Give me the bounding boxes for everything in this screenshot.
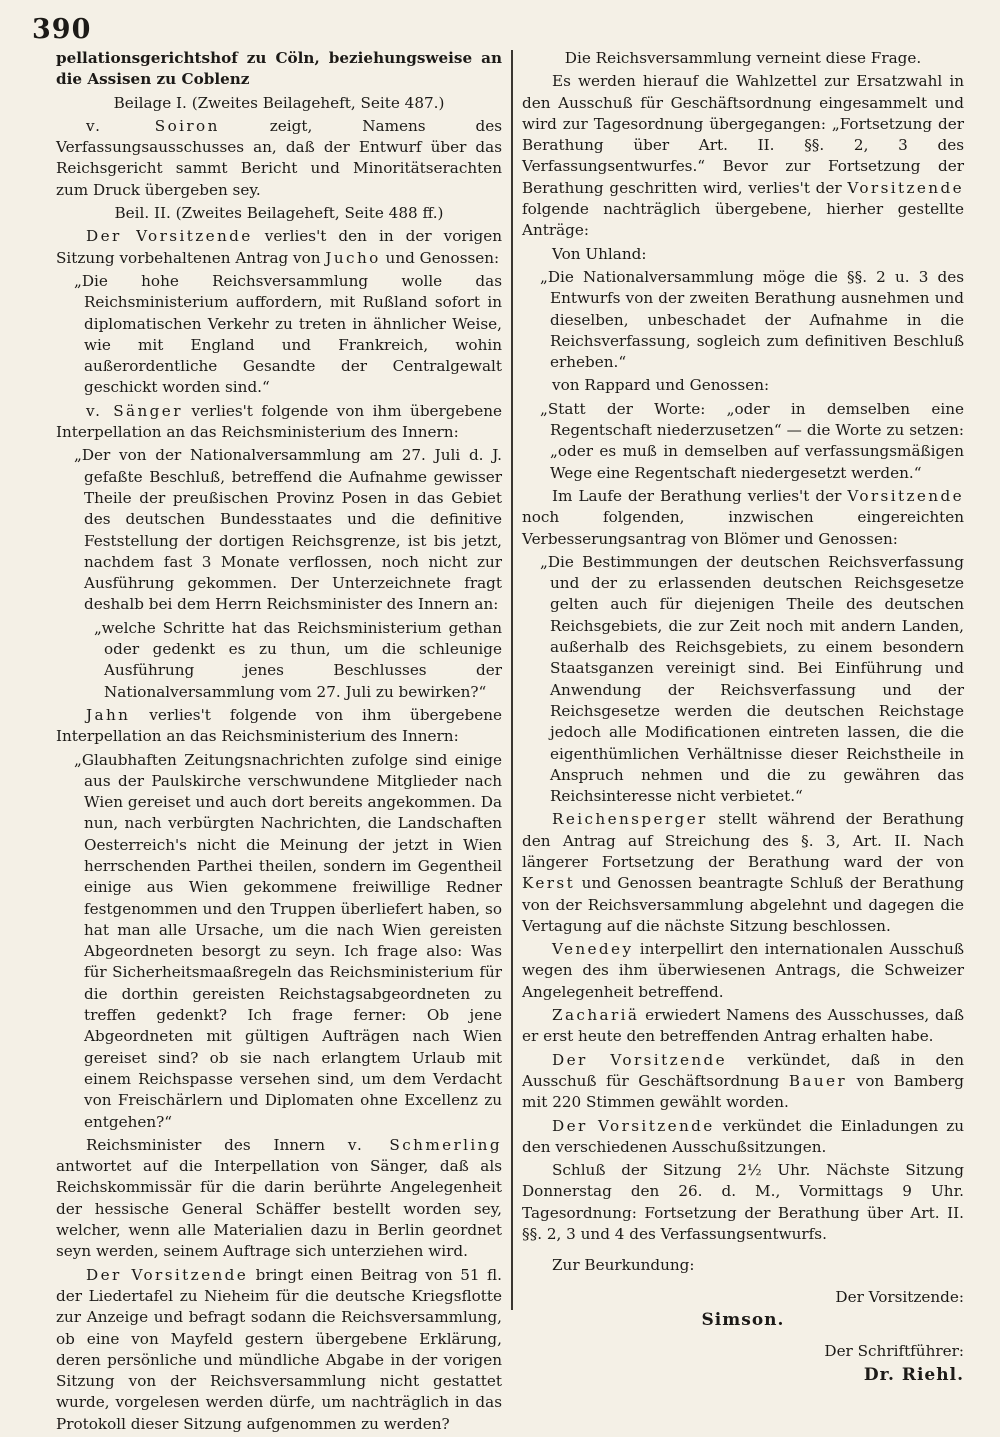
paragraph-text: verlies't folgende von ihm übergebene Interpellation an das Reichsministerium des Innern: [56,705,502,746]
paragraph-text: folgende nachträglich übergebene, hierher gestellte Anträge: [522,200,964,240]
paragraph-text: noch folgenden, inzwischen eingereichten Verbesserungsantrag von Blömer und Genossen: [522,508,964,548]
paragraph-vorsitzende-4 [522,1050,964,1114]
person-name: Jucho [325,248,381,267]
paragraph-text: verlies't folgende von ihm übergebene Interpellation an das Reichsministerium des Innern: [56,401,502,442]
interpellation-quote-saenger: „Der von der Nationalversammlung am 27. Juli d. J. gefaßte Beschluß, betreffend die Aufnahme gewisser Theile der preußischen Provinz Posen in das Gebiet des deutschen Bundesstaates und die definitive Feststellung der dortigen Reichsgrenze, ist bis jetzt, nachdem fast 3 Monate verflossen, noch nicht zur Ausführung gekommen. Der Unterzeichnete fragt deshalb bei dem Herrn Reichsminister des Innern an: [74,446,502,614]
speaker-name: Reichensperger [552,810,708,829]
paragraph-text: interpellirt den internationalen Ausschuß wegen des ihm überwiesenen Antrags, die Schweizer Angelegenheit betreffend. [522,940,964,1001]
speaker-name: Vorsitzende [847,486,964,505]
paragraph-text: verlies't den in der vorigen Sitzung vorbehaltenen Antrag von [56,227,503,267]
paragraph-continuation: pellationsgerichtshof zu Cöln, beziehungsweise an die Assisen zu Coblenz [56,49,502,89]
paragraph-text: verkündet die Einladungen zu den verschiedenen Ausschußsitzungen. [522,1116,965,1156]
appendix-reference-1: Beilage I. (Zweites Beilageheft, Seite 487.) [113,93,445,112]
motion-label-uhland: Von Uhland: [552,244,647,263]
attestation-label: Zur Beurkundung: [552,1256,695,1275]
paragraph-vorsitzende-3 [522,486,964,550]
paragraph-text: bringt einen Beitrag von 51 fl. der Liedertafel zu Nieheim für die deutsche Kriegsflotte zur Anzeige und befragt sodann die Reichsversammlung, ob eine von Mayfeld gestern übergebene Erklärung, deren persönliche und mündliche Abgabe in der vorigen Sitzung von der Reichsversammlung nicht gestattet wurde, vorgelesen werden dürfe, um nachträglich in das Protokoll dieser Sitzung aufgenommen zu werden? [56,1265,503,1433]
right-column [522,48,964,1388]
paragraph-agenda [522,71,964,241]
interpellation-quote-jahn: „Glaubhaften Zeitungsnachrichten zufolge sind einige aus der Paulskirche verschwundene Mitglieder nach Wien gereiset und auch dort bereits angekommen. Da nun, nach verbürgten Nachrichten, die Landschaften Oesterreich's nicht die Meinung der jetzt in Wien herrschenden Parthei theilen, sondern im Gegentheil einige aus Wien gekommene freiwillige Redner festgenommen und den Truppen überliefert haben, so hat man alle Ursache, um die nach Wien gereisten Abgeordneten besorgt zu seyn. Ich frage also: Was für Sicherheitsmaaßregeln das Reichsministerium für die dorthin gereisten Reichstagsabgeordneten zu treffen gedenkt? Ich frage ferner: Ob jene Abgeordneten mit gültigen Aufträgen nach Wien gereiset sind? ob sie nach erlangtem Urlaub mit einem Reichspasse versehen sind, um dem Verdacht von Freischärlern und Diplomaten ohne Excellenz zu entgehen?“ [74,750,502,1131]
closing-statement: Schluß der Sitzung 2½ Uhr. Nächste Sitzung Donnerstag den 26. d. M., Vormittags 9 Uhr. Tagesordnung: Fortsetzung der Berathung über Art. II. §§. 2, 3 und 4 des Verfassungsentwurfs. [522,1161,964,1244]
motion-quote-rappard: „Statt der Worte: „oder in demselben eine Regentschaft niederzusetzen“ — die Worte zu setzen: „oder es muß in demselben auf verfassungsmäßigen Wege eine Regentschaft niedergesetzt werden.“ [540,399,964,482]
paragraph-text: Es werden hierauf die Wahlzettel zur Ersatzwahl in den Ausschuß für Geschäftsordnung eingesammelt und wird zur Tagesordnung übergegangen: „Fortsetzung der Berathung über Art. II. §§. 2, 3 des Verfassungsentwurfes.“ Bevor zur Fortsetzung der Berathung geschritten wird, verlies't der [522,72,964,197]
speaker-name: Jahn [86,705,131,724]
person-name: Kerst [522,874,576,893]
paragraph-vorsitzende-1 [56,226,502,269]
paragraph-reichensperger [522,809,964,937]
paragraph-text: verkündet, daß in den Ausschuß für Geschäftsordnung [522,1050,965,1090]
column-divider [511,50,515,1310]
paragraph-venedey [522,939,964,1003]
speaker-name: v. Soiron [86,116,220,135]
left-column [56,48,502,1437]
speaker-name: v. Schmerling [347,1135,502,1154]
speaker-name: Der Vorsitzende [552,1116,715,1135]
paragraph-text: Reichsminister des Innern [86,1135,326,1154]
paragraph-schmerling [56,1135,502,1263]
secretary-label: Der Schriftführer: [824,1342,964,1361]
motion-quote-jucho: „Die hohe Reichsversammlung wolle das Reichsministerium auffordern, mit Rußland sofort in diplomatischen Verkehr zu treten in ähnlicher Weise, wie mit England und Frankreich, wohin außerordentliche Gesandte der Centralgewalt geschickt worden sind.“ [74,271,502,397]
person-name: Bauer [788,1071,848,1090]
secretary-signature [522,1365,964,1386]
paragraph-vorsitzende-5 [522,1116,964,1159]
paragraph-text: stellt während der Berathung den Antrag auf Streichung des §. 3, Art. II. Nach längerer Fortsetzung der Berathung ward der von [522,810,964,871]
paragraph-text: und Genossen: [385,248,500,267]
paragraph-text: antwortet auf die Interpellation von Sänger, daß als Reichskommissär für die darin berührte Angelegenheit der hessische General Schäffer bestellt worden sey, welcher, wenn alle Materialien dazu in Berlin geordnet seyn werden, seinem Auftrage sich unterziehen wird. [56,1157,502,1261]
motion-quote-bloemer: „Die Bestimmungen der deutschen Reichsverfassung und der zu erlassenden deutschen Reichsgesetze gelten auch für diejenigen Theile des deutschen Reichsgebiets, die zur Zeit noch mit andern Landen, außerhalb des Reichsgebiets, zu einem besondern Staatsganzen vereinigt sind. Bei Einführung und Anwendung der Reichsverfassung und der Reichsgesetze werden die deutschen Reichstage jedoch alle Modificationen eintreten lassen, die die eigenthümlichen Verhältnisse dieser Reichstheile in Anspruch nehmen und die zu gewähren das Reichsinteresse nicht verbietet.“ [540,552,964,806]
speaker-name: Der Vorsitzende [86,227,253,246]
paragraph-text: von Bamberg mit 220 Stimmen gewählt worden. [522,1071,964,1112]
speaker-name: Vorsitzende [847,178,965,197]
paragraph-saenger [56,401,502,444]
paragraph-jahn [56,705,502,748]
speaker-name: Der Vorsitzende [552,1050,728,1069]
vote-result: Die Reichsversammlung verneint diese Frage. [564,49,922,67]
paragraph-text: erwiedert Namens des Ausschusses, daß er erst heute den betreffenden Antrag erhalten habe. [522,1006,964,1046]
chairman-signature [522,1310,964,1331]
paragraph-text: zeigt, Namens des Verfassungsausschusses an, daß der Entwurf über das Reichsgericht sammt Bericht und Minoritätserachten zum Druck übergeben sey. [56,116,503,199]
speaker-name: Venedey [552,940,634,959]
speaker-name: Der Vorsitzende [86,1265,249,1284]
paragraph-vorsitzende-2 [56,1265,502,1435]
motion-quote-uhland: „Die Nationalversammlung möge die §§. 2 u. 3 des Entwurfs von der zweiten Berathung ausnehmen und dieselben, unbeschadet der Aufnahme in die Reichsverfassung, sogleich zum definitiven Beschluß erheben.“ [540,267,964,372]
page-number: 390 [32,14,92,45]
secretary-name: Dr. Riehl. [863,1364,964,1385]
speaker-name: Zachariä [552,1006,640,1025]
speaker-name: v. Sänger [86,401,183,420]
paragraph-text: Im Laufe der Berathung verlies't der [552,486,842,505]
chairman-name: Simson. [701,1309,785,1330]
appendix-reference-2: Beil. II. (Zweites Beilageheft, Seite 488 ff.) [114,204,444,223]
paragraph-text: und Genossen beantragte Schluß der Berathung von der Reichsversammlung abgelehnt und dagegen die Vertagung auf die nächste Sitzung beschlossen. [522,874,964,935]
interpellation-question: „welche Schritte hat das Reichsministerium gethan oder gedenkt es zu thun, um die schleunige Ausführung jenes Beschlusses der Nationalversammlung vom 27. Juli zu bewirken?“ [94,618,502,701]
motion-label-rappard: von Rappard und Genossen: [552,376,770,395]
chairman-label: Der Vorsitzende: [835,1287,964,1306]
paragraph-soiron [56,116,502,201]
paragraph-zachariae [522,1005,964,1048]
